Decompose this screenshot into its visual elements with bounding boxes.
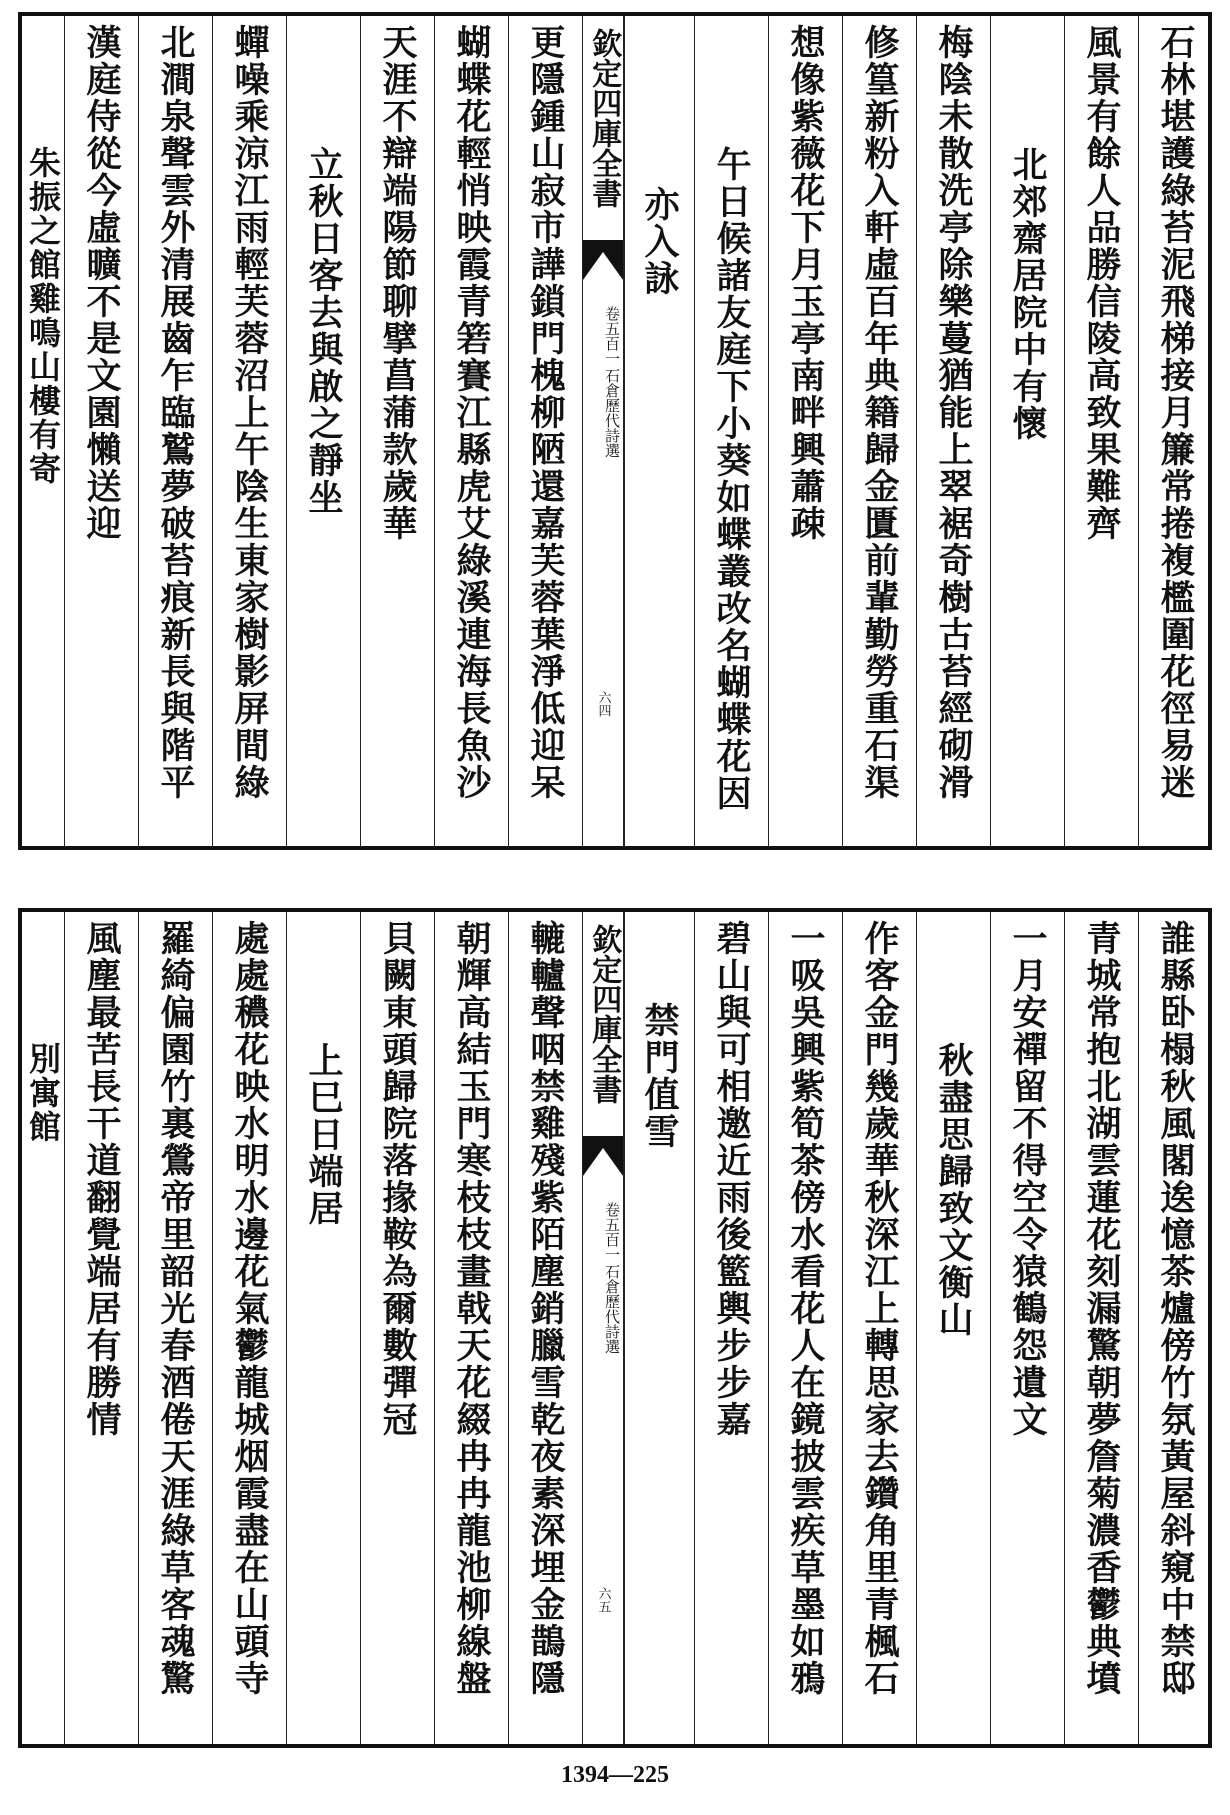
poem-title: 北郊齋居院中有懷 [1007, 146, 1048, 442]
text-column [916, 912, 990, 1744]
book-title: 欽定四庫全書 [586, 924, 622, 1104]
poem-line: 誰縣卧榻秋風閣逘憶茶爐傍竹氛黃屋斜窺中禁邸 [1155, 920, 1196, 1697]
volume-number: 卷五百一 [603, 306, 621, 366]
volume-label [603, 1202, 619, 1354]
poem-line: 一月安禪留不得空令猿鶴怨遺文 [1007, 920, 1048, 1438]
text-column [768, 912, 842, 1744]
text-column [64, 16, 138, 846]
anthology-name: 石倉歷代詩選 [603, 368, 621, 458]
poem-title: 亦入詠 [639, 186, 680, 297]
fishtail-mark [583, 240, 623, 280]
poem-line: 想像紫薇花下月玉亭南畔興蕭疎 [785, 24, 826, 542]
poem-line: 碧山與可相邀近雨後籃輿步步嘉 [711, 920, 752, 1438]
anthology-name: 石倉歷代詩選 [603, 1264, 621, 1354]
text-column [1138, 912, 1212, 1744]
page-number: 六四 [595, 691, 611, 717]
text-column [624, 16, 694, 846]
poem-line: 風景有餘人品勝信陵高致果難齊 [1081, 24, 1122, 542]
poem-line: 天涯不辯端陽節聊擘菖蒲款歲華 [377, 24, 418, 542]
text-column [212, 912, 286, 1744]
poem-line: 轆轤聲咽禁雞殘紫陌塵銷臘雪乾夜素深埋金鵲隱 [525, 920, 566, 1697]
bottom-page [18, 908, 1212, 1748]
text-column [842, 912, 916, 1744]
text-column [434, 16, 508, 846]
volume-label [603, 306, 619, 458]
text-column [508, 912, 582, 1744]
text-column [1138, 16, 1212, 846]
poem-line: 朝輝高結玉門寒枝枝畫戟天花綴冉冉龍池柳線盤 [451, 920, 492, 1697]
poem-line: 北澗泉聲雲外清展齒乍臨鷲夢破苔痕新長與階平 [155, 24, 196, 801]
fishtail-mark [583, 1136, 623, 1176]
poem-line: 梅陰未散洗亭除樂蔓猶能上翠裾奇樹古苔經砌滑 [933, 24, 974, 801]
text-column [990, 16, 1064, 846]
text-column [22, 16, 64, 846]
text-column [212, 16, 286, 846]
page-reference: 1394—225 [561, 1762, 669, 1788]
text-column [64, 912, 138, 1744]
poem-line: 漢庭侍從今虛曠不是文園懶送迎 [81, 24, 122, 542]
poem-title: 別寓館 [24, 1042, 62, 1144]
text-column [1064, 16, 1138, 846]
text-column [22, 912, 64, 1744]
text-column [694, 912, 768, 1744]
volume-number: 卷五百一 [603, 1202, 621, 1262]
poem-line: 青城常抱北湖雲蓮花刻漏驚朝夢詹菊濃香鬱典墳 [1081, 920, 1122, 1697]
poem-title: 午日候諸友庭下小葵如蝶叢改名蝴蝶花因 [711, 146, 752, 812]
text-column [138, 912, 212, 1744]
poem-line: 石林堪護綠苔泥飛梯接月簾常捲複檻圍花徑易迷 [1155, 24, 1196, 801]
text-column [916, 16, 990, 846]
text-column [990, 912, 1064, 1744]
text-column [842, 16, 916, 846]
text-column [286, 912, 360, 1744]
poem-title: 上巳日端居 [303, 1042, 344, 1227]
poem-line: 羅綺偏園竹裏鶯帝里韶光春酒倦天涯綠草客魂驚 [155, 920, 196, 1697]
poem-title: 朱振之館雞鳴山樓有寄 [24, 146, 62, 486]
text-column [286, 16, 360, 846]
text-column [434, 912, 508, 1744]
poem-line: 貝闕東頭歸院落掾鞍為爾數彈冠 [377, 920, 418, 1438]
poem-line: 更隱鍾山寂市譁鎖門槐柳陋還嘉芙蓉葉淨低迎呆 [525, 24, 566, 801]
text-column [360, 912, 434, 1744]
poem-line: 處處穠花映水明水邊花氣鬱龍城烟霞盡在山頭寺 [229, 920, 270, 1697]
poem-line: 風塵最苦長干道翻覺端居有勝情 [81, 920, 122, 1438]
poem-title: 禁門值雪 [639, 1002, 680, 1150]
top-page [18, 12, 1212, 850]
text-column [360, 16, 434, 846]
center-fold [582, 912, 624, 1744]
text-column [508, 16, 582, 846]
poem-line: 作客金門幾歲華秋深江上轉思家去鑽角里青楓石 [859, 920, 900, 1697]
text-column [768, 16, 842, 846]
poem-line: 一吸吳興紫筍茶傍水看花人在鏡披雲疾草墨如鴉 [785, 920, 826, 1697]
text-column [624, 912, 694, 1744]
poem-line: 蟬噪乘涼江雨輕芙蓉沼上午陰生東家樹影屏間綠 [229, 24, 270, 801]
poem-line: 蝴蝶花輕悄映霞青箬賽江縣虎艾綠溪連海長魚沙 [451, 24, 492, 801]
book-title: 欽定四庫全書 [586, 28, 622, 208]
poem-line: 修篁新粉入軒虛百年典籍歸金匱前輩勤勞重石渠 [859, 24, 900, 801]
text-column [138, 16, 212, 846]
center-fold [582, 16, 624, 846]
page-number: 六五 [595, 1587, 611, 1613]
poem-title: 秋盡思歸致文衡山 [933, 1042, 974, 1338]
text-column [1064, 912, 1138, 1744]
text-column [694, 16, 768, 846]
poem-title: 立秋日客去與啟之靜坐 [303, 146, 344, 516]
